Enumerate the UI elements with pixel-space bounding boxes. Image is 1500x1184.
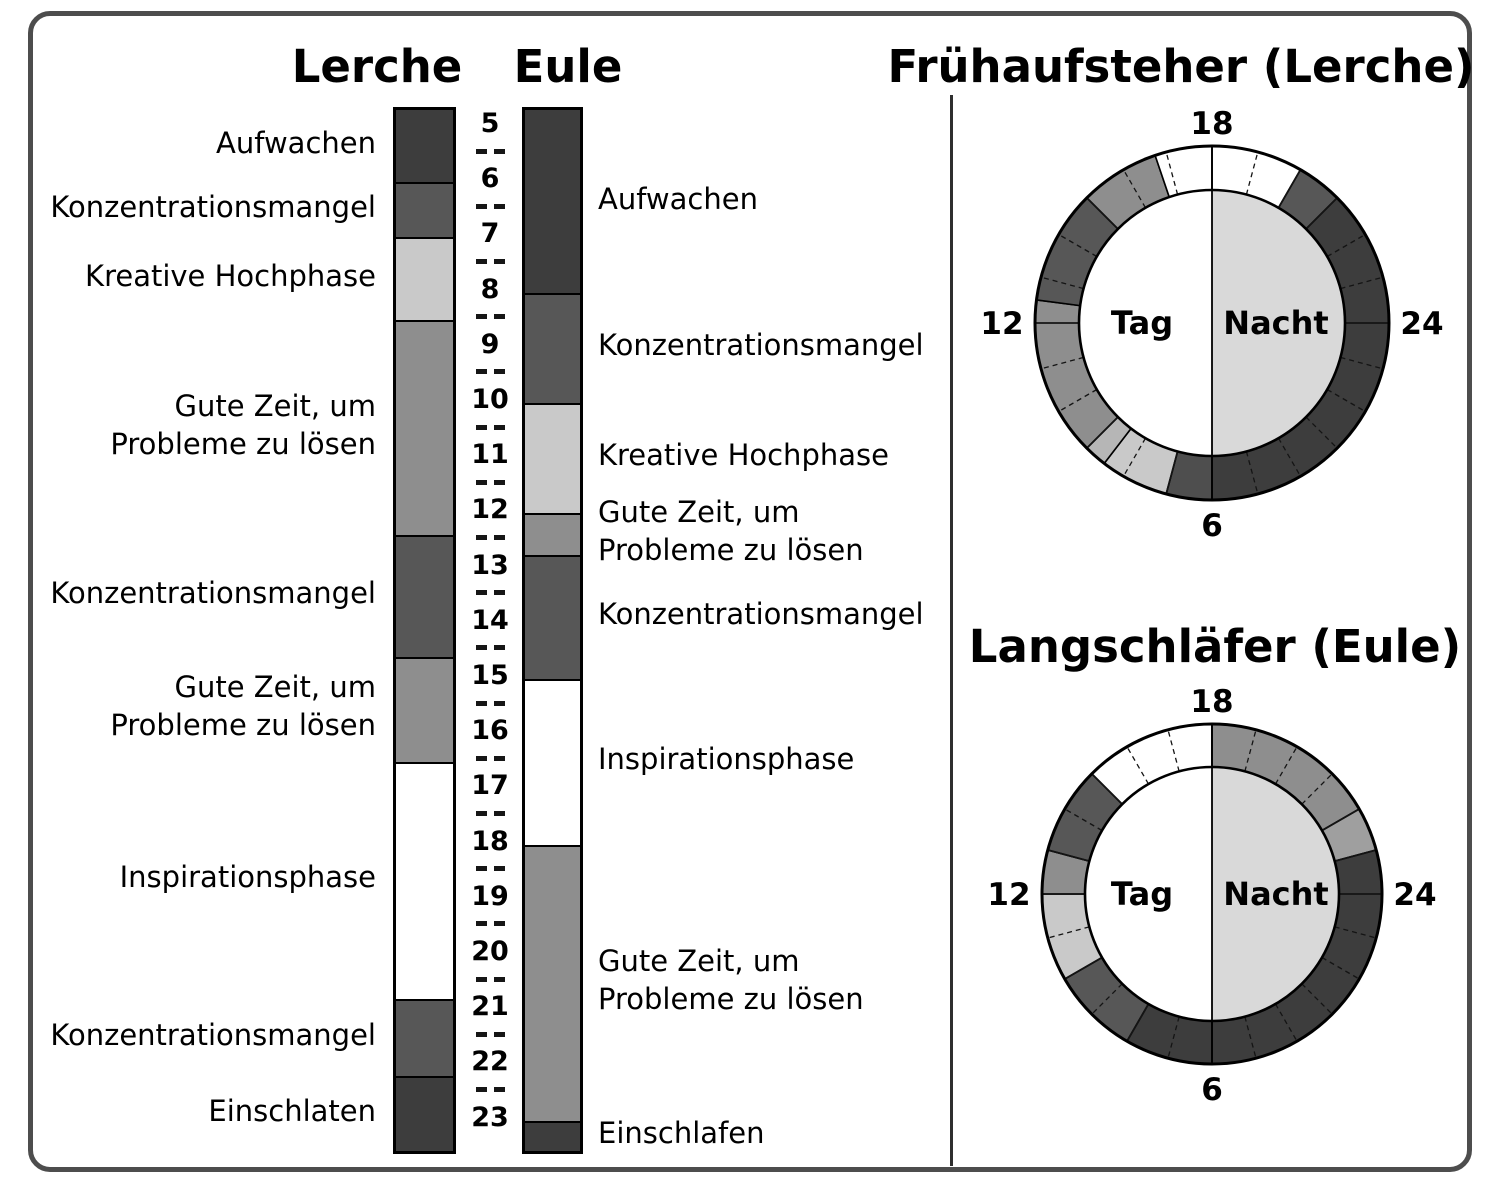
phase-label-line: Kreative Hochphase [85, 258, 376, 293]
tick-dash [476, 701, 487, 706]
column-title-eule: Eule [513, 40, 623, 93]
half-hour-tick [455, 756, 525, 761]
eule-phase-label [598, 942, 864, 1018]
half-hour-tick [455, 480, 525, 485]
tick-dash [476, 149, 487, 154]
phase-label-line: Aufwachen [598, 181, 758, 216]
tick-dash [494, 1087, 505, 1092]
eule-bar-segment [525, 293, 580, 403]
eule-bar-segment [525, 513, 580, 554]
hour-label: 21 [471, 991, 509, 1023]
tick-dash [476, 369, 487, 374]
hour-label: 8 [480, 273, 500, 305]
lerche-phase-label [0, 188, 376, 226]
half-hour-tick [455, 811, 525, 816]
lerche-bar-segment [396, 999, 453, 1076]
hour-label: 12 [471, 494, 509, 526]
tick-dash [494, 756, 505, 761]
section-divider-line [950, 95, 953, 1166]
tick-label-18: 18 [1190, 684, 1234, 720]
tick-label-6: 6 [1201, 508, 1223, 544]
tick-dash [494, 204, 505, 209]
clock1-title: Frühaufsteher (Lerche) [887, 40, 1475, 93]
half-hour-tick [455, 204, 525, 209]
tick-dash [494, 535, 505, 540]
lerche-bar-segment [396, 1076, 453, 1151]
tick-dash [476, 204, 487, 209]
hour-label: 18 [471, 825, 509, 857]
hour-label: 20 [471, 936, 509, 967]
lerche-phase-label [0, 387, 376, 463]
lerche-phase-bar [393, 107, 456, 1154]
tick-dash [476, 921, 487, 926]
lerche-bar-segment [396, 237, 453, 320]
phase-label-line: Einschlaten [208, 1093, 376, 1128]
lerche-phase-label [0, 858, 376, 896]
half-hour-tick [455, 535, 525, 540]
tick-label-24: 24 [1393, 877, 1437, 913]
eule-bar-segment [525, 1121, 580, 1151]
tick-dash [476, 977, 487, 982]
phase-label-line: Probleme zu lösen [110, 426, 376, 461]
phase-label-line: Probleme zu lösen [598, 981, 864, 1016]
lerche-phase-label [0, 124, 376, 162]
half-hour-tick [455, 1087, 525, 1092]
clock2-title: Langschläfer (Eule) [968, 620, 1462, 673]
tick-dash [476, 480, 487, 485]
hour-label: 7 [480, 218, 500, 250]
half-hour-tick [455, 314, 525, 319]
eule-bar-segment [525, 845, 580, 1121]
tick-dash [494, 921, 505, 926]
eule-phase-bar [522, 107, 583, 1154]
lerche-bar-segment [396, 182, 453, 237]
half-hour-tick [455, 701, 525, 706]
tick-dash [476, 645, 487, 650]
tick-dash [494, 977, 505, 982]
night-label: Nacht [1223, 304, 1329, 342]
column-title-lerche: Lerche [291, 40, 463, 93]
tick-dash [494, 425, 505, 430]
phase-label-line: Gute Zeit, um [174, 388, 376, 423]
tick-dash [494, 590, 505, 595]
half-hour-tick [455, 645, 525, 650]
phase-label-line: Konzentrationsmangel [598, 327, 924, 362]
clock-langschlaefer [975, 657, 1449, 1131]
lerche-bar-segment [396, 320, 453, 535]
tick-dash [494, 645, 505, 650]
eule-bar-segment [525, 679, 580, 845]
tick-dash [494, 149, 505, 154]
half-hour-tick [455, 590, 525, 595]
lerche-bar-segment [396, 657, 453, 762]
tick-dash [494, 314, 505, 319]
half-hour-tick [455, 977, 525, 982]
phase-label-line: Inspirationsphase [598, 741, 855, 776]
hour-label: 11 [471, 439, 509, 471]
tick-dash [494, 866, 505, 871]
phase-label-line: Gute Zeit, um [598, 495, 800, 530]
day-label: Tag [1110, 875, 1174, 913]
phase-label-line: Konzentrationsmangel [50, 189, 376, 224]
lerche-phase-label [0, 1016, 376, 1054]
eule-phase-label [598, 1114, 764, 1152]
tick-dash [476, 590, 487, 595]
hour-label: 15 [471, 660, 509, 691]
phase-label-line: Konzentrationsmangel [50, 1017, 376, 1052]
half-hour-tick [455, 149, 525, 154]
tick-label-12: 12 [980, 306, 1024, 342]
hour-label: 22 [471, 1046, 509, 1078]
tick-dash [494, 1032, 505, 1037]
tick-dash [476, 259, 487, 264]
phase-label-line: Konzentrationsmangel [50, 576, 376, 611]
lerche-phase-label [0, 574, 376, 612]
phase-label-line: Einschlafen [598, 1115, 765, 1150]
hour-label: 14 [471, 604, 509, 636]
tick-dash [476, 314, 487, 319]
tick-label-12: 12 [987, 877, 1031, 913]
eule-phase-label [598, 180, 758, 218]
lerche-phase-label [0, 257, 376, 295]
half-hour-tick [455, 369, 525, 374]
tick-dash [494, 369, 505, 374]
hour-label: 6 [480, 163, 500, 195]
hour-label: 13 [471, 549, 509, 581]
hour-label: 5 [480, 108, 500, 139]
lerche-bar-segment [396, 110, 453, 182]
tick-label-24: 24 [1400, 306, 1444, 342]
tick-dash [476, 425, 487, 430]
tick-dash [494, 259, 505, 264]
eule-bar-segment [525, 110, 580, 292]
phase-label-line: Aufwachen [216, 126, 376, 161]
phase-label-line: Gute Zeit, um [598, 943, 800, 978]
eule-bar-segment [525, 403, 580, 513]
hour-label: 9 [480, 328, 500, 360]
phase-label-line: Probleme zu lösen [598, 533, 864, 568]
hour-label: 10 [471, 384, 509, 415]
eule-bar-segment [525, 555, 580, 679]
eule-phase-label [598, 436, 889, 474]
eule-phase-label [598, 595, 924, 633]
tick-label-6: 6 [1201, 1072, 1223, 1108]
tick-dash [494, 701, 505, 706]
lerche-phase-label [0, 668, 376, 744]
tick-dash [494, 480, 505, 485]
tick-dash [476, 866, 487, 871]
tick-dash [476, 1087, 487, 1092]
tick-dash [476, 535, 487, 540]
tick-dash [476, 1032, 487, 1037]
phase-label-line: Probleme zu lösen [110, 708, 376, 743]
night-label: Nacht [1223, 875, 1329, 913]
tick-dash [476, 756, 487, 761]
tick-label-18: 18 [1190, 106, 1234, 142]
half-hour-tick [455, 425, 525, 430]
lerche-bar-segment [396, 535, 453, 656]
eule-phase-label [598, 326, 924, 364]
clock-fruehaufsteher [975, 86, 1449, 560]
hour-label: 16 [471, 715, 509, 747]
hour-label: 19 [471, 880, 509, 912]
eule-phase-label [598, 740, 854, 778]
half-hour-tick [455, 1032, 525, 1037]
phase-label-line: Konzentrationsmangel [598, 596, 924, 631]
lerche-phase-label [0, 1092, 376, 1130]
phase-label-line: Kreative Hochphase [598, 438, 889, 473]
half-hour-tick [455, 866, 525, 871]
hour-label: 17 [471, 770, 509, 802]
lerche-bar-segment [396, 762, 453, 999]
tick-dash [476, 811, 487, 816]
half-hour-tick [455, 921, 525, 926]
eule-phase-label [598, 493, 864, 569]
half-hour-tick [455, 259, 525, 264]
phase-label-line: Inspirationsphase [119, 860, 376, 895]
day-label: Tag [1110, 304, 1174, 342]
tick-dash [494, 811, 505, 816]
hour-label: 23 [471, 1101, 509, 1133]
phase-label-line: Gute Zeit, um [174, 670, 376, 705]
